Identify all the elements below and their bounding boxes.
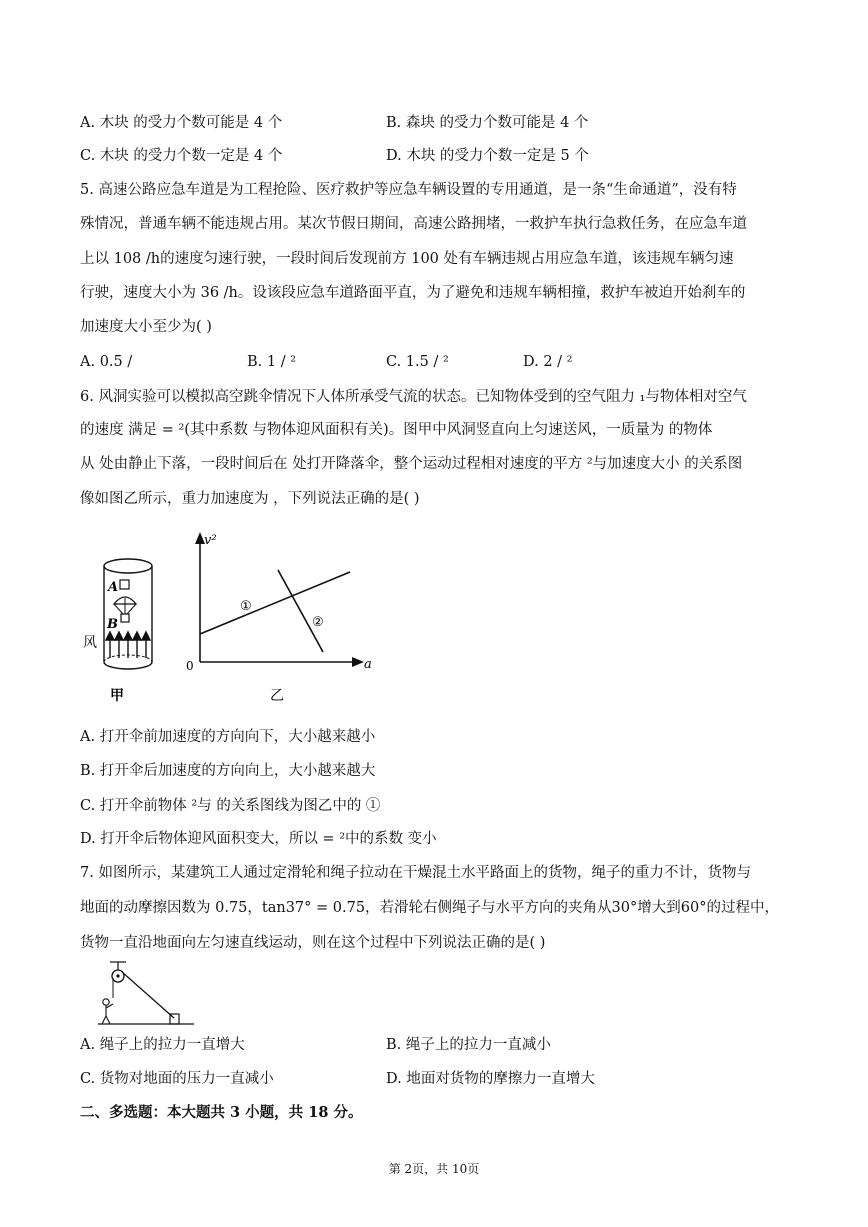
q7-option-d: D. 地面对货物的摩擦力一直增大 [386,1071,595,1087]
rope [122,972,174,1018]
q7-line-1: 7. 如图所示，某建筑工人通过定滑轮和绳子拉动在干燥混土水平路面上的货物，绳子的重力不计，货物与 [80,865,751,881]
q6-line-2: 的速度 满足 = ²(其中系数 与物体迎风面积有关)。图甲中风洞竖直向上匀速送风，一质量为 的物体 [80,422,713,438]
q5-line-3: 上以 108 /h的速度匀速行驶，一段时间后发现前方 100 处有车辆违规占用应急车道，该违规车辆匀速 [80,251,734,267]
x-axis-label: a [364,657,372,672]
q5-option-b: B. 1 / ² [247,354,297,370]
q6-option-c: C. 打开伞前物体 ²与 的关系图线为图乙中的 ① [80,798,381,814]
q6-line-3: 从 处由静止下落，一段时间后在 处打开降落伞，整个运动过程相对速度的平方 ²与加速度大小 的关系图 [80,456,743,472]
q5-line-1: 5. 高速公路应急车道是为工程抢险、医疗救护等应急车辆设置的专用通道，是一条“生命通道”，没有特 [80,182,737,198]
line-2-label: ② [312,615,324,630]
q6-option-d: D. 打开伞后物体迎风面积变大，所以 = ²中的系数 变小 [80,831,437,847]
q5-option-c: C. 1.5 / ² [386,354,449,370]
q7-option-c: C. 货物对地面的压力一直减小 [80,1071,274,1087]
label-b: B [107,617,118,632]
page-footer: 第 2页，共 10页 [388,1162,480,1176]
section-heading: 二、多选题：本大题共 3 小题，共 18 分。 [80,1104,363,1121]
q7-option-a: A. 绳子上的拉力一直增大 [80,1037,245,1053]
origin-label: 0 [186,659,194,673]
q7-option-b: B. 绳子上的拉力一直减小 [386,1037,551,1053]
q7-line-2: 地面的动摩擦因数为 0.75，tan37° = 0.75，若滑轮右侧绳子与水平方向的夹角从30°增大到60°的过程中， [80,900,779,916]
q5-line-5: 加速度大小至少为( ) [80,319,212,335]
q6-line-1: 6. 风洞实验可以模拟高空跳伞情况下人体所承受气流的状态。已知物体受到的空气阻力 ₁与物体相对空气 [80,389,747,405]
q5-line-2: 殊情况，普通车辆不能违规占用。某次节假日期间，高速公路拥堵，一救护车执行急救任务，在应急车道 [80,216,747,232]
caption-jia: 甲 [110,688,124,704]
v2-a-graph [180,528,380,708]
q4-option-a: A. 木块 的受力个数可能是 4 个 [80,115,283,131]
label-wind: 风 [83,635,97,651]
q6-option-a: A. 打开伞前加速度的方向向下，大小越来越小 [80,729,376,745]
worker-icon [103,999,109,1005]
q5-line-4: 行驶，速度大小为 36 /h。设该段应急车道路面平直，为了避免和违规车辆相撞，救护车被迫开始刹车的 [80,285,746,301]
line-1-label: ① [240,599,252,614]
y-axis-label: v² [204,533,217,548]
q6-line-4: 像如图乙所示，重力加速度为 ，下列说法正确的是( ) [80,491,420,507]
graph-line-1 [200,572,350,634]
wind-tunnel-figure [78,546,168,706]
q4-option-c: C. 木块 的受力个数一定是 4 个 [80,148,283,164]
q6-option-b: B. 打开伞后加速度的方向向上，大小越来越大 [80,763,376,779]
q7-line-3: 货物一直沿地面向左匀速直线运动，则在这个过程中下列说法正确的是( ) [80,935,546,951]
label-a: A [108,580,119,595]
q4-option-d: D. 木块 的受力个数一定是 5 个 [386,148,589,164]
q4-option-b: B. 森块 的受力个数可能是 4 个 [386,115,589,131]
q5-option-d: D. 2 / ² [523,354,573,370]
caption-yi: 乙 [270,688,284,704]
q5-option-a: A. 0.5 / [80,354,133,370]
pulley-figure [96,958,196,1028]
graph-line-2 [278,570,323,652]
